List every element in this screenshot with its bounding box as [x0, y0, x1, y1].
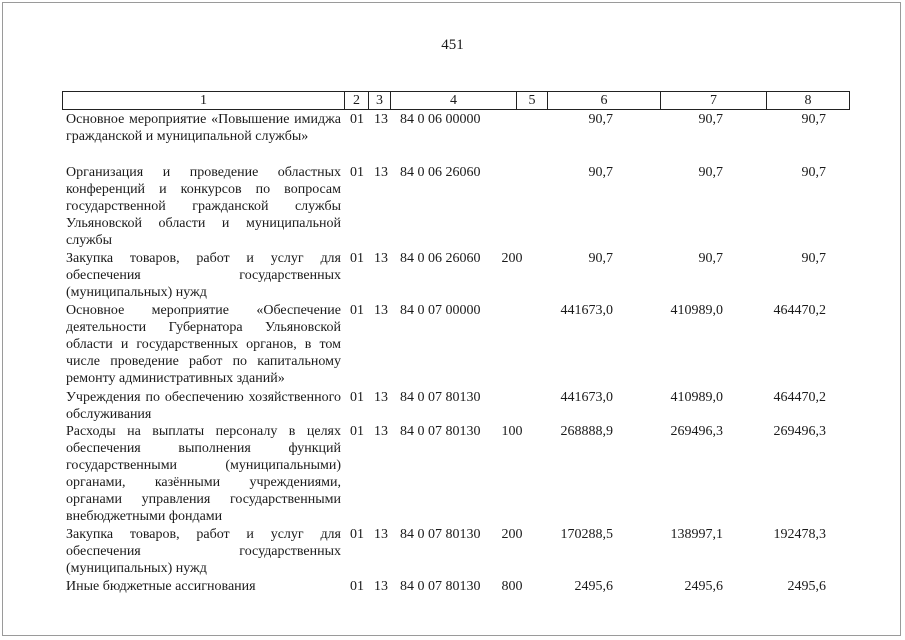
row-target-code: 84 0 06 26060 [400, 165, 481, 180]
row-section: 01 [350, 303, 364, 318]
row-subsection: 13 [374, 112, 388, 127]
row-subsection: 13 [374, 579, 388, 594]
row-section: 01 [350, 579, 364, 594]
table-header [62, 91, 850, 110]
row-target-code: 84 0 07 80130 [400, 579, 481, 594]
row-amount-8: 464470,2 [773, 303, 826, 318]
row-section: 01 [350, 251, 364, 266]
row-amount-8: 90,7 [801, 251, 826, 266]
row-subsection: 13 [374, 424, 388, 439]
row-subsection: 13 [374, 390, 388, 405]
header-col-6: 6 [548, 92, 661, 109]
header-col-4: 4 [391, 92, 517, 109]
row-amount-8: 90,7 [801, 165, 826, 180]
row-name: Учреждения по обеспечению хозяйственного обслуживания [66, 390, 341, 422]
row-name: Расходы на выплаты персоналу в целях обеспечения выполнения функций государственными (муниципальными) органами, казёнными учреждениями, органами управления государственными внебюджетными фондами [66, 424, 341, 524]
header-col-7: 7 [661, 92, 767, 109]
row-name: Иные бюджетные ассигнования [66, 579, 256, 594]
row-section: 01 [350, 112, 364, 127]
row-expense-type: 800 [501, 579, 523, 594]
row-name: Основное мероприятие «Повышение имиджа гражданской и муниципальной службы» [66, 112, 341, 144]
row-amount-6: 170288,5 [560, 527, 613, 542]
row-target-code: 84 0 07 80130 [400, 390, 481, 405]
header-col-5: 5 [517, 92, 548, 109]
row-amount-6: 90,7 [588, 165, 613, 180]
row-amount-6: 268888,9 [560, 424, 613, 439]
row-amount-7: 90,7 [698, 165, 723, 180]
row-subsection: 13 [374, 303, 388, 318]
row-amount-7: 138997,1 [670, 527, 723, 542]
row-amount-6: 441673,0 [560, 390, 613, 405]
row-amount-7: 410989,0 [670, 390, 723, 405]
row-target-code: 84 0 07 80130 [400, 424, 481, 439]
row-target-code: 84 0 07 80130 [400, 527, 481, 542]
row-expense-type: 200 [501, 251, 523, 266]
header-col-3: 3 [369, 92, 391, 109]
page-number: 451 [441, 37, 464, 53]
row-amount-6: 90,7 [588, 251, 613, 266]
header-col-8: 8 [804, 93, 812, 108]
row-amount-7: 269496,3 [670, 424, 723, 439]
row-target-code: 84 0 06 00000 [400, 112, 481, 127]
row-subsection: 13 [374, 527, 388, 542]
row-amount-6: 2495,6 [574, 579, 613, 594]
row-section: 01 [350, 390, 364, 405]
row-name: Закупка товаров, работ и услуг для обеспечения государственных (муниципальных) нужд [66, 527, 341, 576]
row-expense-type: 200 [501, 527, 523, 542]
row-amount-7: 90,7 [698, 112, 723, 127]
row-amount-8: 269496,3 [773, 424, 826, 439]
row-amount-8: 192478,3 [773, 527, 826, 542]
row-amount-6: 441673,0 [560, 303, 613, 318]
row-name: Основное мероприятие «Обеспечение деятельности Губернатора Ульяновской области и государственных органов, в том числе проведение работ по капитальному ремонту административных зданий» [66, 303, 341, 386]
row-section: 01 [350, 424, 364, 439]
row-amount-8: 464470,2 [773, 390, 826, 405]
row-target-code: 84 0 06 26060 [400, 251, 481, 266]
row-amount-6: 90,7 [588, 112, 613, 127]
header-col-1: 1 [63, 92, 345, 109]
row-subsection: 13 [374, 165, 388, 180]
row-amount-8: 2495,6 [787, 579, 826, 594]
header-col-2: 2 [345, 92, 369, 109]
row-amount-7: 2495,6 [684, 579, 723, 594]
row-expense-type: 100 [501, 424, 523, 439]
row-amount-8: 90,7 [801, 112, 826, 127]
row-subsection: 13 [374, 251, 388, 266]
row-section: 01 [350, 527, 364, 542]
row-section: 01 [350, 165, 364, 180]
row-name: Организация и проведение областных конференций и конкурсов по вопросам государственной гражданской службы Ульяновской области и муниципальной службы [66, 165, 341, 248]
row-amount-7: 90,7 [698, 251, 723, 266]
row-amount-7: 410989,0 [670, 303, 723, 318]
row-name: Закупка товаров, работ и услуг для обеспечения государственных (муниципальных) нужд [66, 251, 341, 300]
row-target-code: 84 0 07 00000 [400, 303, 481, 318]
